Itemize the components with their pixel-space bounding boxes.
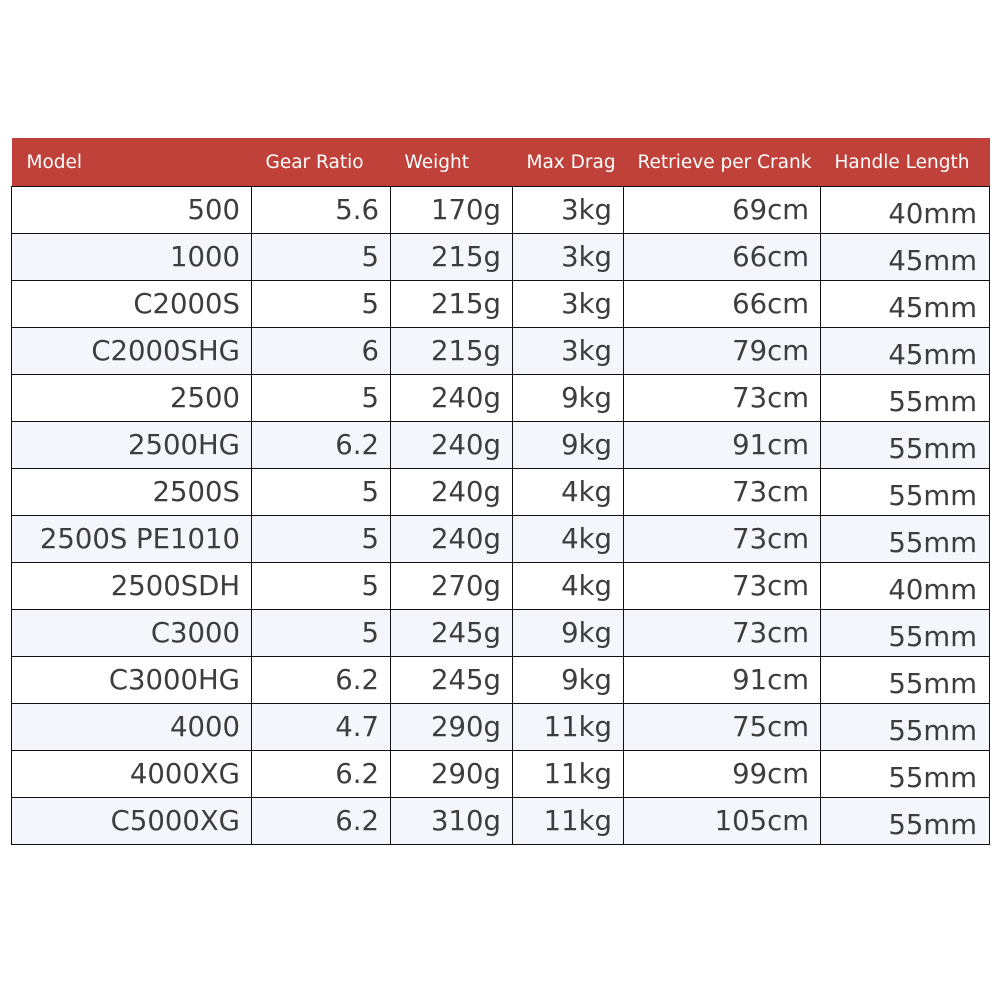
handle-length-cell: 40mm	[821, 563, 990, 610]
gear-ratio-cell: 5	[252, 375, 391, 422]
handle-length-cell: 45mm	[821, 328, 990, 375]
handle-length-cell: 40mm	[821, 187, 990, 234]
max-drag-cell: 4kg	[513, 516, 624, 563]
retrieve-cell: 79cm	[624, 328, 821, 375]
weight-cell: 270g	[391, 563, 513, 610]
weight-cell: 245g	[391, 610, 513, 657]
gear-ratio-cell: 4.7	[252, 704, 391, 751]
max-drag-cell: 11kg	[513, 798, 624, 845]
table-row	[12, 281, 990, 328]
gear-ratio-cell: 6.2	[252, 751, 391, 798]
max-drag-cell: 3kg	[513, 187, 624, 234]
handle-length-cell: 55mm	[821, 751, 990, 798]
weight-cell: 245g	[391, 657, 513, 704]
handle-length-cell: 55mm	[821, 610, 990, 657]
max-drag-cell: 11kg	[513, 704, 624, 751]
retrieve-cell: 91cm	[624, 657, 821, 704]
handle-length-cell: 55mm	[821, 469, 990, 516]
max-drag-cell: 4kg	[513, 563, 624, 610]
column-header-model: Model	[12, 138, 252, 187]
retrieve-cell: 69cm	[624, 187, 821, 234]
table-row	[12, 422, 990, 469]
table-row	[12, 751, 990, 798]
model-cell: C3000	[12, 610, 252, 657]
table-row	[12, 469, 990, 516]
handle-length-cell: 55mm	[821, 657, 990, 704]
gear-ratio-cell: 5	[252, 516, 391, 563]
max-drag-cell: 11kg	[513, 751, 624, 798]
model-cell: C5000XG	[12, 798, 252, 845]
max-drag-cell: 3kg	[513, 328, 624, 375]
table-row	[12, 563, 990, 610]
table-row	[12, 516, 990, 563]
model-cell: C2000S	[12, 281, 252, 328]
gear-ratio-cell: 6.2	[252, 657, 391, 704]
table-row	[12, 375, 990, 422]
model-cell: C2000SHG	[12, 328, 252, 375]
max-drag-cell: 4kg	[513, 469, 624, 516]
gear-ratio-cell: 5	[252, 563, 391, 610]
table-row	[12, 187, 990, 234]
model-cell: 2500S	[12, 469, 252, 516]
retrieve-cell: 73cm	[624, 469, 821, 516]
model-cell: 2500	[12, 375, 252, 422]
handle-length-cell: 55mm	[821, 704, 990, 751]
table-header-row	[12, 138, 990, 187]
retrieve-cell: 75cm	[624, 704, 821, 751]
weight-cell: 240g	[391, 422, 513, 469]
handle-length-cell: 45mm	[821, 281, 990, 328]
gear-ratio-cell: 6.2	[252, 422, 391, 469]
handle-length-cell: 55mm	[821, 516, 990, 563]
weight-cell: 240g	[391, 375, 513, 422]
weight-cell: 290g	[391, 704, 513, 751]
weight-cell: 215g	[391, 281, 513, 328]
model-cell: C3000HG	[12, 657, 252, 704]
max-drag-cell: 3kg	[513, 234, 624, 281]
handle-length-cell: 45mm	[821, 234, 990, 281]
weight-cell: 170g	[391, 187, 513, 234]
handle-length-cell: 55mm	[821, 422, 990, 469]
weight-cell: 310g	[391, 798, 513, 845]
retrieve-cell: 73cm	[624, 516, 821, 563]
retrieve-cell: 73cm	[624, 563, 821, 610]
max-drag-cell: 9kg	[513, 422, 624, 469]
table-row	[12, 704, 990, 751]
model-cell: 1000	[12, 234, 252, 281]
gear-ratio-cell: 6.2	[252, 798, 391, 845]
model-cell: 2500SDH	[12, 563, 252, 610]
max-drag-cell: 9kg	[513, 610, 624, 657]
table-row	[12, 657, 990, 704]
table-body	[12, 187, 990, 845]
reel-spec-table	[11, 138, 990, 845]
retrieve-cell: 99cm	[624, 751, 821, 798]
max-drag-cell: 9kg	[513, 657, 624, 704]
retrieve-cell: 66cm	[624, 281, 821, 328]
weight-cell: 215g	[391, 328, 513, 375]
column-header-gear-ratio: Gear Ratio	[252, 138, 391, 187]
retrieve-cell: 66cm	[624, 234, 821, 281]
column-header-handle-length: Handle Length	[821, 138, 990, 187]
handle-length-cell: 55mm	[821, 375, 990, 422]
retrieve-cell: 105cm	[624, 798, 821, 845]
weight-cell: 240g	[391, 469, 513, 516]
max-drag-cell: 9kg	[513, 375, 624, 422]
model-cell: 4000XG	[12, 751, 252, 798]
column-header-max-drag: Max Drag	[513, 138, 624, 187]
gear-ratio-cell: 5	[252, 469, 391, 516]
column-header-retrieve-per-crank: Retrieve per Crank	[624, 138, 821, 187]
weight-cell: 215g	[391, 234, 513, 281]
model-cell: 500	[12, 187, 252, 234]
gear-ratio-cell: 5	[252, 610, 391, 657]
gear-ratio-cell: 6	[252, 328, 391, 375]
model-cell: 4000	[12, 704, 252, 751]
retrieve-cell: 73cm	[624, 610, 821, 657]
model-cell: 2500HG	[12, 422, 252, 469]
gear-ratio-cell: 5	[252, 281, 391, 328]
column-header-weight: Weight	[391, 138, 513, 187]
handle-length-cell: 55mm	[821, 798, 990, 845]
weight-cell: 240g	[391, 516, 513, 563]
retrieve-cell: 73cm	[624, 375, 821, 422]
max-drag-cell: 3kg	[513, 281, 624, 328]
table-row	[12, 328, 990, 375]
model-cell: 2500S PE1010	[12, 516, 252, 563]
gear-ratio-cell: 5	[252, 234, 391, 281]
weight-cell: 290g	[391, 751, 513, 798]
table-row	[12, 798, 990, 845]
table-row	[12, 234, 990, 281]
table-row	[12, 610, 990, 657]
retrieve-cell: 91cm	[624, 422, 821, 469]
gear-ratio-cell: 5.6	[252, 187, 391, 234]
